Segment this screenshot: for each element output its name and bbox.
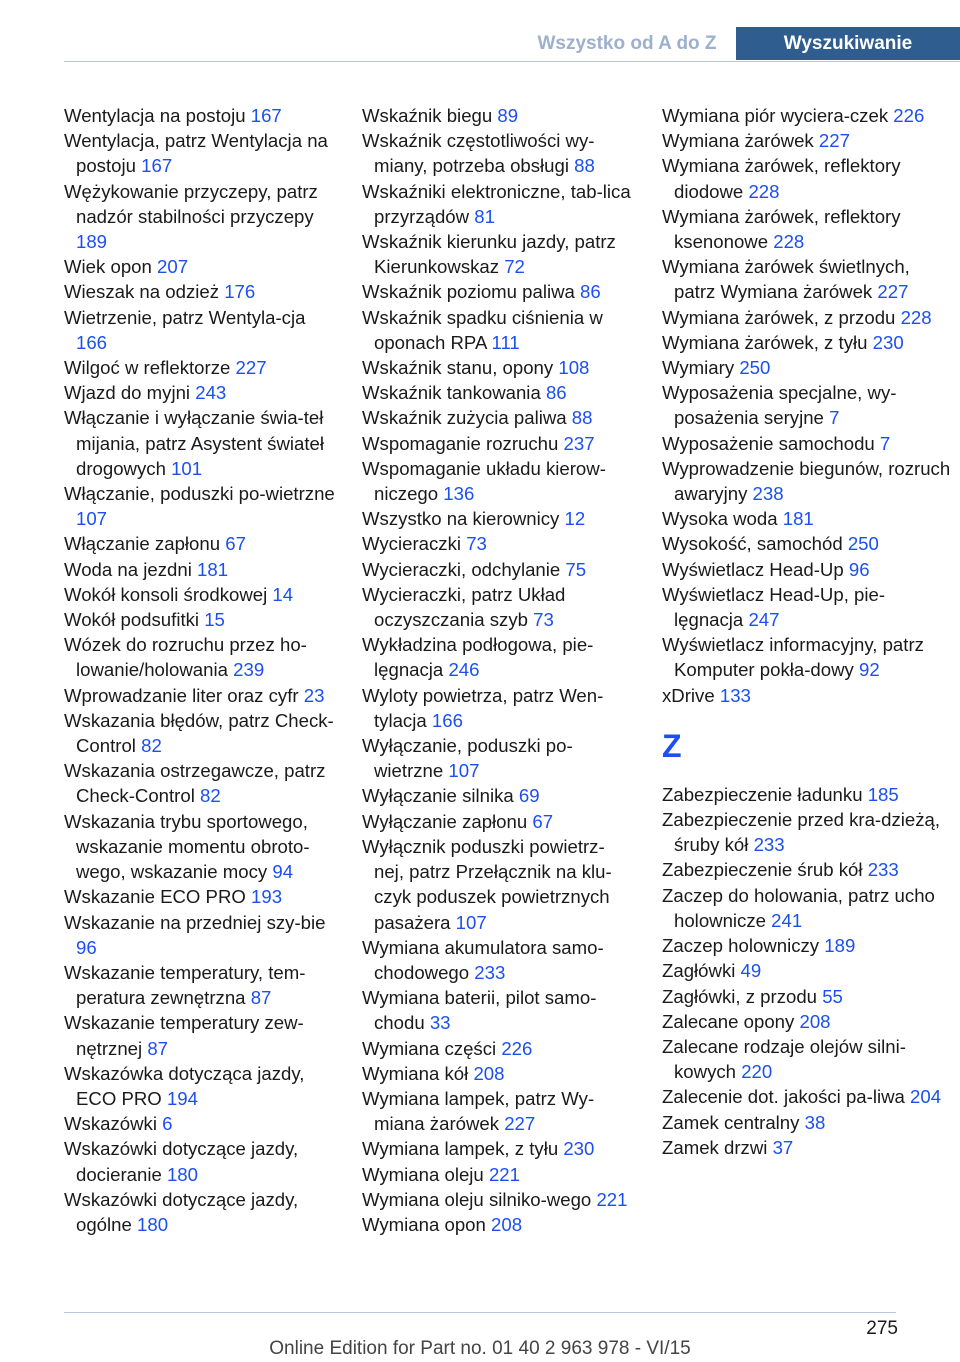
page-link[interactable]: 73 bbox=[533, 609, 554, 631]
index-entry bbox=[662, 1009, 952, 1034]
page-link[interactable]: 108 bbox=[558, 357, 590, 379]
index-entry bbox=[362, 683, 634, 733]
index-entry-text: Zalecane rodzaje olejów silni-kowych bbox=[662, 1035, 906, 1083]
header-divider bbox=[64, 61, 960, 62]
page-link[interactable]: 228 bbox=[748, 180, 780, 202]
index-entry bbox=[64, 355, 336, 380]
page-link[interactable]: 227 bbox=[504, 1113, 536, 1135]
index-entry bbox=[64, 380, 336, 405]
index-entry-text: Włączanie zapłonu bbox=[64, 533, 221, 555]
index-entry bbox=[662, 1135, 952, 1160]
index-entry bbox=[662, 128, 952, 153]
page-link[interactable]: 227 bbox=[818, 130, 850, 152]
index-entry-text: Wykładzina podłogowa, pie-lęgnacja bbox=[362, 634, 594, 681]
index-entry bbox=[362, 582, 634, 632]
index-entry-text: Zaczep holowniczy bbox=[662, 935, 820, 957]
index-entry-text: Wycieraczki bbox=[362, 533, 462, 555]
page-link[interactable]: 207 bbox=[157, 256, 189, 278]
index-entry bbox=[662, 305, 952, 330]
index-entry-text: Wymiana żarówek, z przodu bbox=[662, 306, 896, 328]
index-entry bbox=[64, 632, 336, 682]
index-entry bbox=[662, 857, 952, 882]
index-entry bbox=[662, 1084, 952, 1109]
index-entry-text: Wyłączanie, poduszki po-wietrzne bbox=[362, 735, 573, 782]
page-link[interactable]: 166 bbox=[76, 331, 108, 353]
index-entry bbox=[662, 582, 952, 632]
index-entry-text: Wymiana żarówek, z tyłu bbox=[662, 331, 868, 353]
index-entry bbox=[362, 506, 634, 531]
index-entry-text: Wysokość, samochód bbox=[662, 533, 843, 555]
index-entry bbox=[662, 380, 952, 430]
index-entry bbox=[64, 809, 336, 885]
index-entry-text: Wskazanie temperatury zew-nętrznej bbox=[64, 1012, 304, 1059]
index-entry-text: Zabezpieczenie przed kra-dzieżą, śruby kół bbox=[662, 809, 941, 856]
index-entry-text: Wycieraczki, patrz Układ oczyszczania szyb bbox=[362, 583, 566, 631]
page-link[interactable]: 239 bbox=[233, 659, 265, 681]
index-entry bbox=[64, 758, 336, 808]
index-entry-text: Wymiana części bbox=[362, 1037, 497, 1059]
section-tab[interactable]: Wszystko od A do Z bbox=[518, 27, 736, 60]
index-entry-text: Wilgoć w reflektorze bbox=[64, 357, 231, 379]
page-link[interactable]: 250 bbox=[739, 357, 771, 379]
index-entry bbox=[662, 632, 952, 682]
index-entry bbox=[662, 1034, 952, 1084]
index-entry-text: Wyświetlacz informacyjny, patrz Komputer pokła-dowy bbox=[662, 634, 924, 681]
index-entry bbox=[362, 305, 634, 355]
index-entry bbox=[362, 1212, 634, 1237]
page-link[interactable]: 87 bbox=[147, 1037, 169, 1059]
index-entry bbox=[662, 984, 952, 1009]
index-entry bbox=[64, 405, 336, 481]
page-link[interactable]: 88 bbox=[574, 155, 595, 177]
index-entry bbox=[362, 935, 634, 985]
index-entry bbox=[64, 960, 336, 1010]
page-link[interactable]: 250 bbox=[847, 533, 879, 555]
index-entry bbox=[662, 431, 952, 456]
index-entry-text: Wymiana żarówek świetlnych, patrz Wymiana żarówek bbox=[662, 256, 910, 303]
index-entry bbox=[362, 405, 634, 430]
index-entry bbox=[362, 783, 634, 808]
page-link[interactable]: 87 bbox=[250, 987, 272, 1009]
page-link[interactable]: 89 bbox=[497, 105, 519, 126]
index-entry-text: xDrive bbox=[662, 684, 715, 706]
index-entry-text: Wymiary bbox=[662, 357, 735, 379]
page-link[interactable]: 233 bbox=[753, 834, 785, 856]
page-link[interactable]: 67 bbox=[225, 533, 246, 555]
index-entry bbox=[64, 607, 336, 632]
index-entry-text: Wskazania ostrzegawcze, patrz Check-Control bbox=[64, 760, 326, 807]
index-entry bbox=[362, 1136, 634, 1161]
page-link[interactable]: 86 bbox=[580, 281, 601, 303]
page-link[interactable]: 226 bbox=[501, 1037, 533, 1059]
index-entry bbox=[662, 933, 952, 958]
index-entry bbox=[362, 128, 634, 178]
index-entry-text: Wszystko na kierownicy bbox=[362, 508, 560, 530]
page-link[interactable]: 166 bbox=[431, 709, 463, 731]
index-entry bbox=[362, 1187, 634, 1212]
page-link[interactable]: 33 bbox=[429, 1012, 451, 1034]
page-link[interactable]: 167 bbox=[250, 105, 282, 126]
page-link[interactable]: 73 bbox=[466, 533, 487, 555]
index-entry bbox=[64, 279, 336, 304]
page-link[interactable]: 72 bbox=[504, 256, 525, 278]
index-entry-text: Wymiana kół bbox=[362, 1062, 469, 1084]
page-link[interactable]: 237 bbox=[563, 432, 595, 454]
index-entry bbox=[662, 958, 952, 983]
index-entry bbox=[362, 1036, 634, 1061]
index-entry-text: Wskaźniki elektroniczne, tab-lica przyrządów bbox=[362, 180, 631, 227]
index-entry-text: Wyłączanie silnika bbox=[362, 785, 514, 807]
index-entry-text: Wymiana żarówek, reflektory diodowe bbox=[662, 155, 901, 202]
page-link[interactable]: 241 bbox=[771, 909, 803, 931]
index-entry-text: Wskazania błędów, patrz Check-Control bbox=[64, 709, 334, 757]
index-entry bbox=[64, 1136, 336, 1186]
index-entry bbox=[64, 1111, 336, 1136]
index-entry bbox=[362, 733, 634, 783]
index-entry bbox=[362, 1086, 634, 1136]
index-entry-text: Wskazania trybu sportowego, wskazanie momentu obroto-wego, wskazanie mocy bbox=[64, 810, 310, 883]
page-link[interactable]: 23 bbox=[303, 684, 325, 706]
index-entry bbox=[64, 481, 336, 531]
index-entry-text: Wskazanie ECO PRO bbox=[64, 886, 246, 908]
index-entry bbox=[64, 910, 336, 960]
index-entry bbox=[64, 179, 336, 255]
index-column-3 bbox=[662, 103, 952, 1160]
page-link[interactable]: 15 bbox=[204, 609, 225, 631]
index-entry bbox=[362, 1162, 634, 1187]
index-entry bbox=[64, 254, 336, 279]
page-link[interactable]: 14 bbox=[272, 583, 294, 605]
index-entry-text: Wyłącznik poduszki powietrz-nej, patrz Przełącznik na klu-czyk poduszek powietrznych pasażera bbox=[362, 835, 612, 933]
page-link[interactable]: 38 bbox=[804, 1111, 826, 1133]
index-entry-text: Wymiana piór wyciera-czek bbox=[662, 105, 889, 126]
index-entry-text: Wspomaganie rozruchu bbox=[362, 432, 559, 454]
index-entry-text: Wymiana żarówek bbox=[662, 130, 814, 152]
index-entry bbox=[64, 884, 336, 909]
index-entry-text: Zamek centralny bbox=[662, 1111, 800, 1133]
page-link[interactable]: 96 bbox=[76, 936, 97, 958]
page-link[interactable]: 107 bbox=[76, 508, 108, 530]
index-entry bbox=[362, 809, 634, 834]
page-link[interactable]: 82 bbox=[141, 735, 162, 757]
page-link[interactable]: 230 bbox=[563, 1138, 595, 1160]
page-link[interactable]: 208 bbox=[799, 1010, 831, 1032]
index-entry-text: Wjazd do myjni bbox=[64, 382, 191, 404]
index-entry-text: Wspomaganie układu kierow-niczego bbox=[362, 457, 606, 505]
page-link[interactable]: 133 bbox=[719, 684, 751, 706]
index-entry-text: Włączanie, poduszki po-wietrzne bbox=[64, 483, 335, 505]
index-entry bbox=[362, 103, 634, 128]
index-entry bbox=[362, 179, 634, 229]
index-entry bbox=[64, 557, 336, 582]
page-link[interactable]: 180 bbox=[166, 1163, 198, 1185]
index-entry bbox=[662, 782, 952, 807]
index-column-1 bbox=[64, 103, 336, 1237]
page-link[interactable]: 221 bbox=[488, 1163, 520, 1185]
index-entry-text: Wskazówki bbox=[64, 1113, 157, 1135]
index-entry bbox=[64, 582, 336, 607]
page-link[interactable]: 86 bbox=[545, 382, 567, 404]
index-entry bbox=[64, 128, 336, 178]
page-link[interactable]: 208 bbox=[491, 1213, 523, 1235]
page-number: 275 bbox=[866, 1318, 898, 1339]
edition-note: Online Edition for Part no. 01 40 2 963 978 - VI/15 bbox=[269, 1338, 691, 1359]
page-link[interactable]: 208 bbox=[473, 1062, 505, 1084]
page-link[interactable]: 181 bbox=[782, 508, 814, 530]
page-link[interactable]: 180 bbox=[137, 1213, 169, 1235]
page-link[interactable]: 233 bbox=[867, 859, 899, 881]
index-entry bbox=[64, 531, 336, 556]
page-link[interactable]: 238 bbox=[752, 483, 784, 505]
index-entry-text: Wskaźnik biegu bbox=[362, 105, 493, 126]
page-link[interactable]: 81 bbox=[474, 205, 495, 227]
page-link[interactable]: 233 bbox=[474, 961, 506, 983]
page-link[interactable]: 246 bbox=[448, 659, 480, 681]
index-entry-text: Wysoka woda bbox=[662, 508, 778, 530]
page-link[interactable]: 243 bbox=[195, 382, 227, 404]
index-entry-text: Wymiana baterii, pilot samo-chodu bbox=[362, 987, 597, 1034]
search-tab[interactable]: Wyszukiwanie bbox=[736, 27, 960, 60]
index-entry-text: Wprowadzanie liter oraz cyfr bbox=[64, 684, 299, 706]
index-entry-text: Zalecane opony bbox=[662, 1010, 795, 1032]
page-link[interactable]: 181 bbox=[197, 558, 229, 580]
page-link[interactable]: 111 bbox=[491, 331, 520, 353]
page-link[interactable]: 12 bbox=[564, 508, 586, 530]
index-entry bbox=[362, 279, 634, 304]
index-entry bbox=[662, 355, 952, 380]
index-entry-text: Woda na jezdni bbox=[64, 558, 192, 580]
index-entry-text: Wskaźnik zużycia paliwa bbox=[362, 407, 567, 429]
page-link[interactable]: 185 bbox=[867, 783, 899, 805]
index-entry bbox=[362, 229, 634, 279]
index-entry-text: Zabezpieczenie ładunku bbox=[662, 783, 863, 805]
page-link[interactable]: 37 bbox=[772, 1136, 794, 1158]
index-entry bbox=[662, 153, 952, 203]
page-link[interactable]: 189 bbox=[824, 935, 856, 957]
index-entry bbox=[362, 985, 634, 1035]
index-entry bbox=[662, 531, 952, 556]
index-entry bbox=[362, 355, 634, 380]
index-entry bbox=[64, 683, 336, 708]
index-entry bbox=[362, 380, 634, 405]
index-entry-text: Wymiana lampek, patrz Wy-miana żarówek bbox=[362, 1087, 595, 1135]
index-entry-text: Zaczep do holowania, patrz ucho holownicze bbox=[662, 884, 935, 931]
page-link[interactable]: 189 bbox=[76, 231, 108, 253]
index-entry-text: Wyświetlacz Head-Up bbox=[662, 558, 844, 580]
index-entry-text: Wskazówki dotyczące jazdy, docieranie bbox=[64, 1138, 299, 1185]
index-column-2 bbox=[362, 103, 634, 1237]
index-entry-text: Wyposażenia specjalne, wy-posażenia seryjne bbox=[662, 382, 897, 429]
index-entry-text: Włączanie i wyłączanie świa-teł mijania, patrz Asystent świateł drogowych bbox=[64, 407, 325, 479]
page-link[interactable]: 204 bbox=[910, 1086, 942, 1108]
index-entry bbox=[362, 531, 634, 556]
index-entry-text: Wymiana akumulatora samo-chodowego bbox=[362, 936, 604, 983]
index-entry bbox=[64, 1010, 336, 1060]
page-link[interactable]: 221 bbox=[596, 1188, 628, 1210]
index-entry-text: Zamek drzwi bbox=[662, 1136, 768, 1158]
index-entry-text: Zabezpieczenie śrub kół bbox=[662, 859, 863, 881]
page-link[interactable]: 107 bbox=[448, 760, 480, 782]
index-entry-text: Wskaźnik poziomu paliwa bbox=[362, 281, 575, 303]
index-entry-text: Wózek do rozruchu przez ho-lowanie/holowania bbox=[64, 634, 307, 681]
page-link[interactable]: 69 bbox=[518, 785, 540, 807]
page-link[interactable]: 6 bbox=[162, 1113, 173, 1135]
page-link[interactable]: 176 bbox=[224, 281, 256, 303]
index-entry bbox=[662, 807, 952, 857]
index-entry-text: Wyświetlacz Head-Up, pie-lęgnacja bbox=[662, 583, 886, 631]
index-entry bbox=[64, 1187, 336, 1237]
page-link[interactable]: 67 bbox=[532, 810, 554, 832]
index-entry bbox=[662, 883, 952, 933]
page-link[interactable]: 101 bbox=[171, 457, 203, 479]
index-entry bbox=[662, 683, 952, 708]
index-entry bbox=[662, 557, 952, 582]
index-entry-text: Wyłączanie zapłonu bbox=[362, 810, 528, 832]
index-entry-text: Wymiana żarówek, reflektory ksenonowe bbox=[662, 205, 901, 253]
index-entry-text: Wskazówki dotyczące jazdy, ogólne bbox=[64, 1188, 299, 1235]
index-entry-text: Wskazówka dotycząca jazdy, ECO PRO bbox=[64, 1062, 305, 1109]
index-entry-text: Wskazanie temperatury, tem-peratura zewnętrzna bbox=[64, 961, 306, 1009]
index-entry-text: Wymiana oleju silniko-wego bbox=[362, 1188, 592, 1210]
page-link[interactable]: 107 bbox=[455, 911, 487, 933]
index-entry bbox=[662, 204, 952, 254]
index-entry-text: Zalecenie dot. jakości pa-liwa bbox=[662, 1086, 905, 1108]
page-link[interactable]: 82 bbox=[200, 785, 221, 807]
index-entry-text: Wietrzenie, patrz Wentyla-cja bbox=[64, 306, 306, 328]
index-entry-text: Zagłówki, z przodu bbox=[662, 985, 818, 1007]
index-entry bbox=[64, 708, 336, 758]
index-entry-text: Wymiana opon bbox=[362, 1213, 486, 1235]
index-entry-text: Wskaźnik kierunku jazdy, patrz Kierunkowskaz bbox=[362, 231, 616, 278]
index-entry-text: Wieszak na odzież bbox=[64, 281, 220, 303]
index-letter-heading: Z bbox=[662, 727, 682, 764]
page-link[interactable]: 55 bbox=[822, 985, 843, 1007]
index-entry bbox=[362, 1061, 634, 1086]
index-entry bbox=[662, 456, 952, 506]
index-entry-text: Wskazanie na przedniej szy-bie bbox=[64, 911, 326, 933]
index-entry bbox=[64, 305, 336, 355]
index-entry bbox=[64, 103, 336, 128]
page-link[interactable]: 167 bbox=[141, 155, 173, 177]
index-entry-text: Wokół konsoli środkowej bbox=[64, 583, 268, 605]
index-entry-text: Wiek opon bbox=[64, 256, 152, 278]
index-entry bbox=[662, 254, 952, 304]
index-entry bbox=[662, 1110, 952, 1135]
index-entry-text: Zagłówki bbox=[662, 960, 736, 982]
index-entry bbox=[362, 632, 634, 682]
index-entry bbox=[362, 431, 634, 456]
index-entry-text: Wężykowanie przyczepy, patrz nadzór stabilności przyczepy bbox=[64, 180, 318, 227]
page-link[interactable]: 227 bbox=[877, 281, 909, 303]
index-entry-text: Wskaźnik stanu, opony bbox=[362, 357, 554, 379]
page-link[interactable]: 230 bbox=[872, 331, 904, 353]
page-link[interactable]: 247 bbox=[748, 609, 780, 631]
index-entry-text: Wskaźnik spadku ciśnienia w oponach RPA bbox=[362, 306, 603, 353]
index-entry-text: Wentylacja, patrz Wentylacja na postoju bbox=[64, 130, 328, 177]
page-link[interactable]: 96 bbox=[848, 558, 870, 580]
index-entry bbox=[662, 506, 952, 531]
page-link[interactable]: 94 bbox=[272, 861, 294, 883]
page-link[interactable]: 226 bbox=[893, 105, 925, 126]
index-entry-text: Wskaźnik częstotliwości wy-miany, potrzeba obsługi bbox=[362, 130, 595, 177]
page-link[interactable]: 228 bbox=[900, 306, 932, 328]
page-link[interactable]: 88 bbox=[571, 407, 593, 429]
page-link[interactable]: 7 bbox=[879, 432, 891, 454]
index-entry-text: Wyprowadzenie biegunów, rozruch awaryjny bbox=[662, 457, 951, 505]
page-link[interactable]: 49 bbox=[740, 960, 762, 982]
index-entry-text: Wymiana oleju bbox=[362, 1163, 484, 1185]
index-entry-text: Wycieraczki, odchylanie bbox=[362, 558, 561, 580]
page-link[interactable]: 220 bbox=[741, 1061, 773, 1083]
footer-divider bbox=[64, 1312, 896, 1313]
index-entry bbox=[662, 103, 952, 128]
index-entry-text: Wyposażenie samochodu bbox=[662, 432, 875, 454]
index-entry-text: Wymiana lampek, z tyłu bbox=[362, 1138, 559, 1160]
index-entry bbox=[362, 456, 634, 506]
index-entry bbox=[362, 834, 634, 935]
page-link[interactable]: 75 bbox=[565, 558, 587, 580]
index-entry bbox=[362, 557, 634, 582]
page-link[interactable]: 7 bbox=[829, 407, 840, 429]
page-link[interactable]: 194 bbox=[166, 1087, 198, 1109]
page-link[interactable]: 228 bbox=[773, 231, 805, 253]
page-link[interactable]: 92 bbox=[859, 659, 880, 681]
index-entry bbox=[662, 330, 952, 355]
page-link[interactable]: 136 bbox=[443, 483, 475, 505]
index-entry bbox=[64, 1061, 336, 1111]
page-link[interactable]: 227 bbox=[235, 357, 267, 379]
index-entry-text: Wyloty powietrza, patrz Wen-tylacja bbox=[362, 684, 604, 731]
index-entry-text: Wentylacja na postoju bbox=[64, 105, 246, 126]
index-entry-text: Wokół podsufitki bbox=[64, 609, 200, 631]
index-entry-text: Wskaźnik tankowania bbox=[362, 382, 541, 404]
page-link[interactable]: 193 bbox=[251, 886, 283, 908]
